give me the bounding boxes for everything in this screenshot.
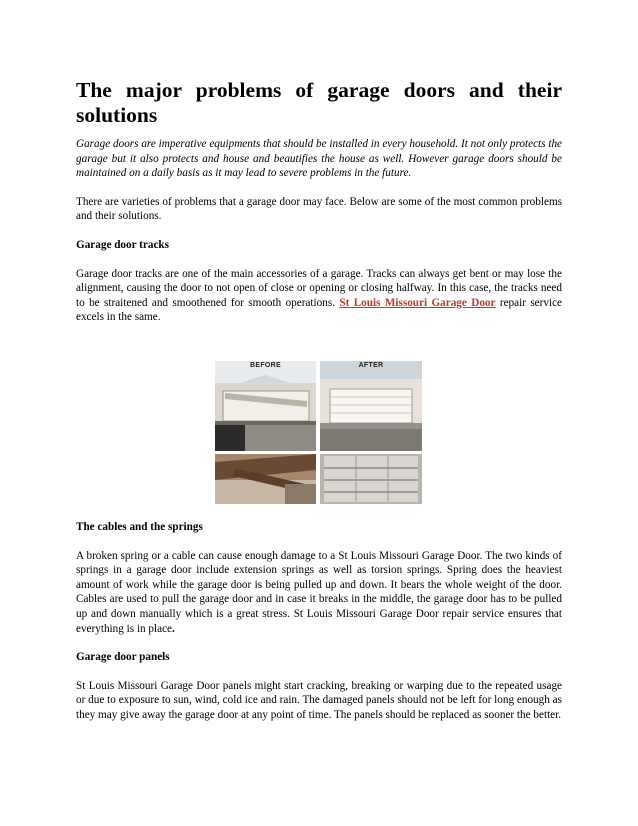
after-photo-top [320, 361, 422, 451]
after-photo-bottom [320, 454, 422, 504]
cables-text: A broken spring or a cable can cause enough damage to a St Louis Missouri Garage Door. The two kinds of springs in a garage door include extension springs as well as torsion springs. Spring does the heaviest amount of work while the garage door is being pulled up and down. It bears the whole weight of the door. Cables are used to pull the garage door and in case it breaks in the middle, the garage door has to be pulled up and down manually which is a great stress. St Louis Missouri Garage Door repair service ensures that everything is in place [76, 549, 562, 635]
panels-heading: Garage door panels [76, 651, 170, 664]
st-louis-garage-door-link[interactable]: St Louis Missouri Garage Door [339, 296, 496, 309]
tracks-paragraph [76, 267, 562, 325]
after-label: AFTER [358, 362, 384, 369]
intro-paragraph: Garage doors are imperative equipments that should be installed in every household. It not only protects the garage but it also protects and house and beautifies the house as well. However garage doors should be maintained on a daily basis as it may lead to severe problems in the future. [76, 138, 562, 180]
tracks-heading: Garage door tracks [76, 238, 170, 251]
cables-paragraph [76, 549, 562, 637]
overview-paragraph: There are varieties of problems that a garage door may face. Below are some of the most common problems and their solutions. [76, 195, 562, 223]
before-photo-bottom [215, 454, 316, 504]
before-after-photo [215, 361, 422, 504]
page-title: The major problems of garage doors and their solutions [76, 78, 562, 127]
tracks-text: Garage door tracks are one of the main accessories of a garage. Tracks can always get bent or may lose the alignment, causing the door to not open of close or opening or closing halfway. In this case, the tracks need to be straitened and smoothened for smooth operations. [76, 267, 562, 309]
document-content [76, 78, 562, 325]
after-garage-image [320, 361, 422, 451]
before-garage-image [215, 361, 316, 451]
cables-heading: The cables and the springs [76, 521, 203, 533]
repaired-panel-image [320, 454, 422, 504]
broken-track-image [215, 454, 316, 504]
before-photo-top [215, 361, 316, 451]
tracks-text-end: repair service excels in the same. [76, 296, 562, 324]
document-content-lower [76, 520, 562, 723]
panels-paragraph: St Louis Missouri Garage Door panels might start cracking, breaking or warping due to the repeated usage or due to exposure to sun, wind, cold ice and rain. The damaged panels should not be left for long enough as they may give away the garage door at any point of time. The panels should be replaced as sooner the better. [76, 679, 562, 721]
before-label: BEFORE [250, 362, 281, 369]
cables-text-end: . [172, 622, 175, 635]
